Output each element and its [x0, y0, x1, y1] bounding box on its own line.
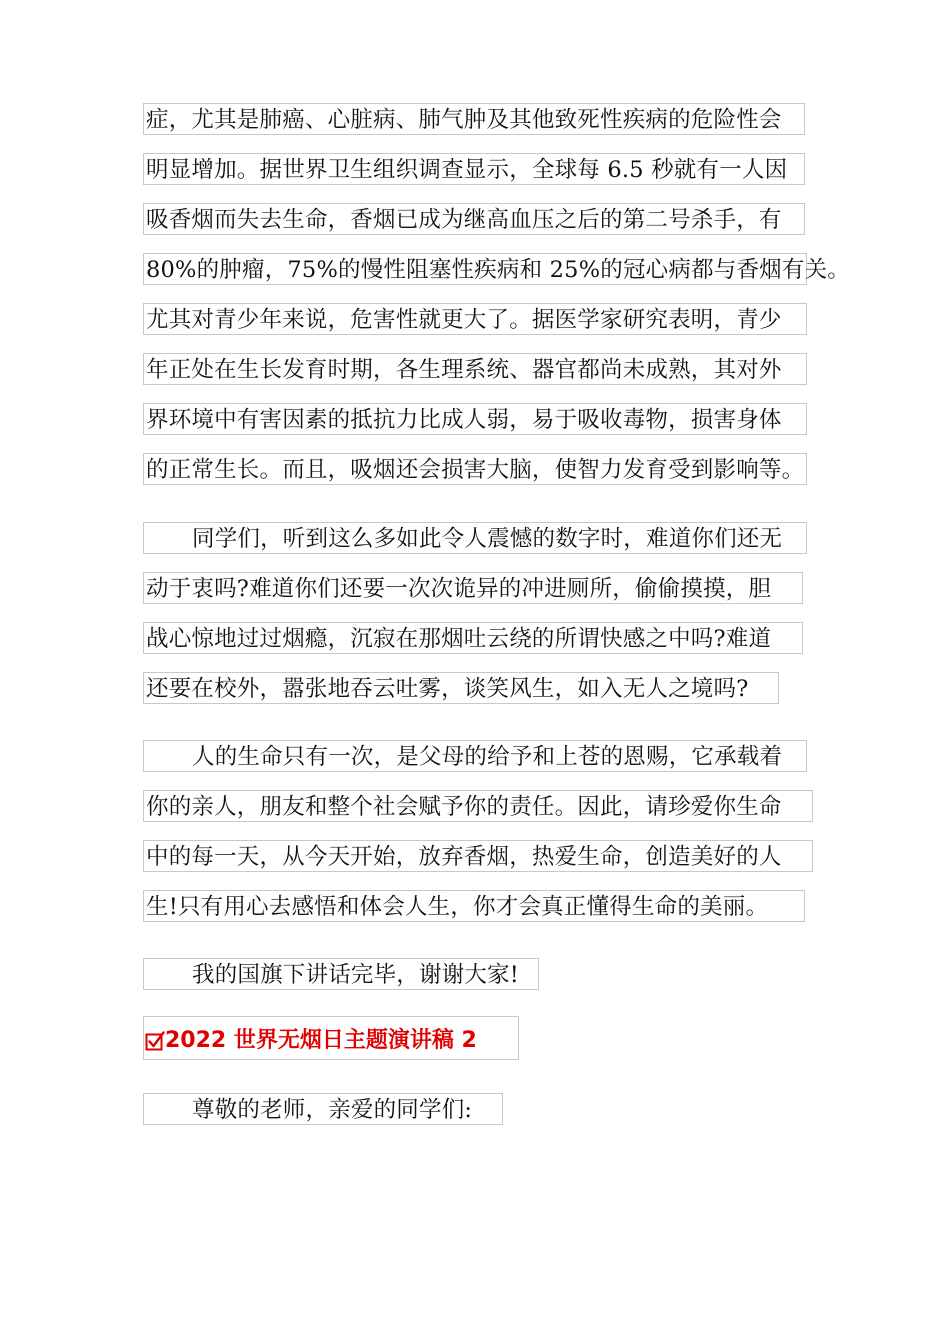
text-line: 尤其对青少年来说，危害性就更大了。据医学家研究表明，青少 — [143, 303, 807, 335]
text-line: 你的亲人，朋友和整个社会赋予你的责任。因此，请珍爱你生命 — [143, 790, 813, 822]
text-line: 明显增加。据世界卫生组织调查显示，全球每 6.5 秒就有一人因 — [143, 153, 805, 185]
text-line: 我的国旗下讲话完毕，谢谢大家! — [143, 958, 539, 990]
text-line: 动于衷吗?难道你们还要一次次诡异的冲进厕所，偷偷摸摸，胆 — [143, 572, 803, 604]
text-line: 生!只有用心去感悟和体会人生，你才会真正懂得生命的美丽。 — [143, 890, 805, 922]
text-line: 战心惊地过过烟瘾，沉寂在那烟吐云绕的所谓快感之中吗?难道 — [143, 622, 803, 654]
text-line: 吸香烟而失去生命，香烟已成为继高血压之后的第二号杀手，有 — [143, 203, 805, 235]
section-heading-title: 2022 世界无烟日主题演讲稿 2 — [165, 1027, 477, 1053]
text-line: 中的每一天，从今天开始，放弃香烟，热爱生命，创造美好的人 — [143, 840, 813, 872]
text-line: 年正处在生长发育时期，各生理系统、器官都尚未成熟，其对外 — [143, 353, 807, 385]
checkbox-check-icon — [145, 1031, 165, 1051]
text-line: 的正常生长。而且，吸烟还会损害大脑，使智力发育受到影响等。 — [143, 453, 807, 485]
text-line: 人的生命只有一次，是父母的给予和上苍的恩赐，它承载着 — [143, 740, 807, 772]
section-heading — [143, 1016, 519, 1060]
text-line: 80%的肿瘤，75%的慢性阻塞性疾病和 25%的冠心病都与香烟有关。 — [143, 253, 807, 285]
salutation: 尊敬的老师，亲爱的同学们: — [143, 1093, 503, 1125]
text-line: 同学们，听到这么多如此令人震憾的数字时，难道你们还无 — [143, 522, 807, 554]
text-line: 还要在校外，嚣张地吞云吐雾，谈笑风生，如入无人之境吗? — [143, 672, 779, 704]
text-line: 界环境中有害因素的抵抗力比成人弱，易于吸收毒物，损害身体 — [143, 403, 807, 435]
text-line: 症，尤其是肺癌、心脏病、肺气肿及其他致死性疾病的危险性会 — [143, 103, 805, 135]
